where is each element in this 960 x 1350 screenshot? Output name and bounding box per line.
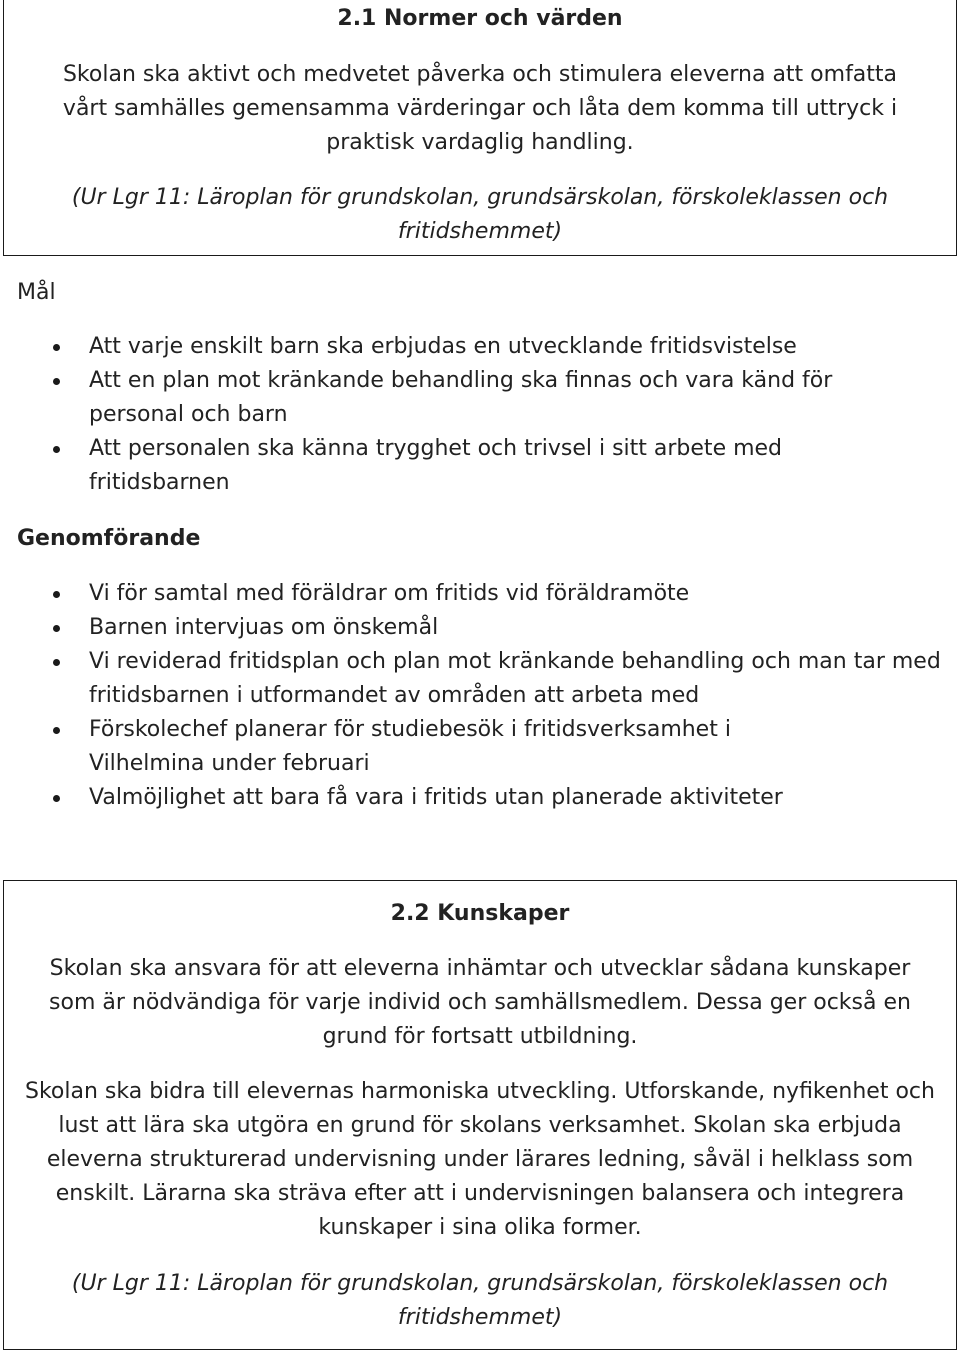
mal-label: Mål [17, 280, 56, 305]
bullet-icon [53, 446, 60, 453]
section-2-1-box [3, 0, 957, 256]
mal-list [0, 330, 960, 500]
list-item-text: Förskolechef planerar för studiebesök i fritidsverksamhet i Vilhelmina under februari [89, 717, 731, 776]
list-item-text: Vi för samtal med föräldrar om fritids vid föräldramöte [89, 581, 690, 606]
section-2-2-citation: (Ur Lgr 11: Läroplan för grundskolan, grundsärskolan, förskoleklassen och fritidshemmet) [71, 1271, 889, 1330]
section-2-2-box [3, 880, 957, 1350]
list-item-text: Att varje enskilt barn ska erbjudas en utvecklande fritidsvistelse [89, 334, 797, 359]
list-item [0, 330, 960, 364]
bullet-icon [53, 591, 60, 598]
section-2-1-paragraph: Skolan ska aktivt och medvetet påverka och stimulera eleverna att omfatta vårt samhälles gemensamma värderingar och låta dem komma till uttryck i praktisk vardaglig handling. [62, 62, 898, 155]
list-item-text: Barnen intervjuas om önskemål [89, 615, 439, 640]
list-item [0, 645, 960, 713]
section-2-2-paragraph-2: Skolan ska bidra till elevernas harmoniska utveckling. Utforskande, nyfikenhet och lust att lära ska utgöra en grund för skolans verksamhet. Skolan ska erbjuda eleverna strukturerad undervisning under lärares ledning, såväl i helklass som enskilt. Lärarna ska sträva efter att i undervisningen balansera och integrera kunskaper i sina olika former. [25, 1079, 935, 1240]
list-item [0, 432, 960, 500]
section-2-2-paragraph-1: Skolan ska ansvara för att eleverna inhämtar och utvecklar sådana kunskaper som är nödvändiga för varje individ och samhällsmedlem. Dessa ger också en grund för fortsatt utbildning. [49, 956, 911, 1049]
genomforande-list [0, 577, 960, 815]
list-item [0, 781, 960, 815]
list-item-text: Vi reviderad fritidsplan och plan mot kränkande behandling och man tar med fritidsbarnen i utformandet av områden att arbeta med [89, 649, 941, 708]
bullet-icon [53, 378, 60, 385]
list-item [0, 713, 960, 781]
bullet-icon [53, 727, 60, 734]
list-item-text: Att en plan mot kränkande behandling ska finnas och vara känd för personal och barn [89, 368, 833, 427]
list-item [0, 611, 960, 645]
section-2-2-heading: 2.2 Kunskaper [390, 901, 570, 926]
bullet-icon [53, 659, 60, 666]
section-2-1-citation: (Ur Lgr 11: Läroplan för grundskolan, grundsärskolan, förskoleklassen och fritidshemmet) [71, 185, 889, 244]
list-item-text: Att personalen ska känna trygghet och trivsel i sitt arbete med fritidsbarnen [89, 436, 783, 495]
list-item [0, 364, 960, 432]
genomforande-label: Genomförande [17, 526, 201, 551]
bullet-icon [53, 625, 60, 632]
bullet-icon [53, 344, 60, 351]
section-2-1-heading: 2.1 Normer och värden [337, 6, 623, 31]
bullet-icon [53, 795, 60, 802]
list-item-text: Valmöjlighet att bara få vara i fritids utan planerade aktiviteter [89, 785, 783, 810]
list-item [0, 577, 960, 611]
